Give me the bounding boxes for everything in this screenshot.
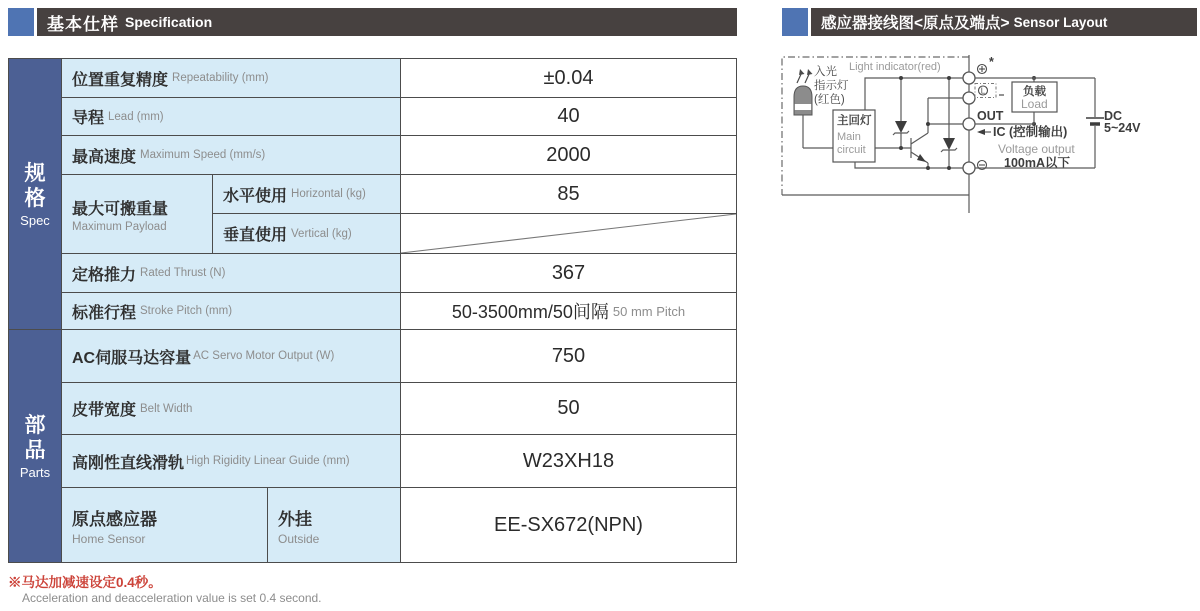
row-linear-guide-label: [62, 435, 401, 488]
l-terminal-icon: [975, 84, 1004, 98]
left-header-bar: [37, 8, 737, 36]
label-en: Horizontal (kg): [291, 188, 366, 200]
label-en: AC Servo Motor Output (W): [193, 350, 335, 362]
label-en: Outside: [278, 531, 320, 546]
wiring-diagram-svg: [775, 50, 1200, 220]
zener-diode-right-icon: [941, 78, 957, 168]
led-label-zh-2: 指示灯: [814, 80, 849, 92]
row-belt-width-label: [62, 383, 401, 435]
row-home-sensor-mount-label: [268, 488, 401, 563]
label-zh: 标准行程: [72, 304, 137, 322]
section-spec-en: Spec: [20, 212, 50, 228]
right-header-bar: [811, 8, 1197, 36]
dc-label-2: 5~24V: [1104, 121, 1141, 135]
row-rated-thrust-value: 367: [401, 254, 737, 293]
load-box: [1012, 82, 1057, 112]
footnote-en: Acceleration and deacceleration value is set 0.4 second.: [22, 591, 322, 605]
label-zh: 水平使用: [223, 187, 288, 205]
label-zh: 皮带宽度: [72, 402, 137, 419]
main-circuit-box: [833, 110, 875, 162]
label-zh: 最高速度: [72, 148, 137, 166]
row-rated-thrust-label: [62, 254, 401, 293]
row-payload-vertical-label: [213, 214, 401, 254]
label-en: High Rigidity Linear Guide (mm): [186, 455, 350, 467]
left-header-accent-square: [8, 8, 34, 36]
main-circuit-en-2: circuit: [837, 144, 866, 156]
led-label-zh-3: (红色): [814, 94, 845, 106]
terminal-minus: [963, 162, 975, 174]
load-en: Load: [1021, 97, 1048, 111]
row-max-speed-label: [62, 136, 401, 175]
label-zh: 垂直使用: [223, 227, 288, 244]
incoming-light-arrows-icon: [797, 69, 813, 83]
load-zh: 负载: [1023, 86, 1046, 98]
label-zh: AC伺服马达容量: [72, 349, 192, 367]
row-belt-width-value: 50: [401, 383, 737, 435]
row-stroke-pitch-label: [62, 293, 401, 330]
label-en: Repeatability (mm): [172, 72, 269, 84]
row-home-sensor-label: [62, 488, 268, 563]
row-repeatability-value: ±0.04: [401, 59, 737, 98]
row-linear-guide-value: W23XH18: [401, 435, 737, 488]
value-suffix: 50 mm Pitch: [612, 303, 686, 319]
row-max-payload-label: [62, 175, 213, 254]
row-lead-label: [62, 98, 401, 136]
right-header-title-en: Sensor Layout: [1013, 14, 1108, 30]
row-payload-horizontal-label: [213, 175, 401, 214]
terminal-out: [963, 118, 975, 130]
dc-label-1: DC: [1104, 109, 1123, 123]
label-en: Maximum Payload: [72, 220, 167, 233]
terminal-l: [963, 92, 975, 104]
row-servo-output-label: [62, 330, 401, 383]
terminal-star: *: [989, 55, 994, 69]
row-repeatability-label: [62, 59, 401, 98]
footnote-zh: ※马达加减速设定0.4秒。: [8, 575, 162, 590]
terminal-out-label: OUT: [977, 109, 1004, 123]
value-main: 50-3500mm/50间隔: [451, 302, 609, 322]
current-limit-label: 100mA以下: [1004, 156, 1070, 170]
label-en: Lead (mm): [108, 110, 164, 123]
row-lead-value: 40: [401, 98, 737, 136]
row-servo-output-value: 750: [401, 330, 737, 383]
label-zh: 高刚性直线滑轨: [72, 454, 185, 472]
label-zh: 导程: [72, 110, 105, 127]
section-spec-char2: 格: [24, 186, 46, 210]
transistor-icon: [911, 98, 928, 168]
label-zh: 外挂: [278, 509, 312, 529]
section-spec-char1: 规: [24, 161, 46, 185]
section-header-spec: [9, 59, 62, 330]
label-en: Home Sensor: [72, 531, 146, 546]
label-en: Belt Width: [140, 402, 193, 415]
ic-label: IC (控制输出): [993, 125, 1068, 139]
label-en: Maximum Speed (mm/s): [140, 149, 266, 161]
label-en: Vertical (kg): [291, 227, 352, 240]
label-zh: 最大可搬重量: [72, 200, 169, 218]
zener-diode-left-icon: [893, 78, 909, 148]
sensor-wiring-diagram: [775, 50, 1200, 220]
row-max-speed-value: 2000: [401, 136, 737, 175]
row-home-sensor-value: EE-SX672(NPN): [401, 488, 737, 563]
label-zh: 原点感应器: [72, 509, 157, 529]
na-diagonal-line: [401, 214, 736, 253]
label-zh: 定格推力: [72, 266, 137, 284]
terminal-plus: [963, 72, 975, 84]
section-parts-en: Parts: [19, 464, 51, 480]
row-payload-vertical-value-na: [401, 214, 737, 254]
voltage-output-label: Voltage output: [998, 142, 1075, 156]
section-parts-char1: 部: [24, 413, 46, 437]
specification-table: [8, 58, 737, 563]
right-header-title-zh: 感应器接线图<原点及端点>: [821, 15, 1010, 32]
main-circuit-zh: 主回灯: [837, 115, 872, 127]
row-stroke-pitch-value: [401, 293, 737, 330]
label-zh: 位置重复精度: [72, 71, 169, 89]
main-circuit-en-1: Main: [837, 131, 861, 143]
row-payload-horizontal-value: 85: [401, 175, 737, 214]
plus-terminal-icon: [978, 65, 987, 74]
led-label-zh-1: 入光: [814, 66, 837, 78]
right-header-accent-square: [782, 8, 808, 36]
label-en: Rated Thrust (N): [140, 267, 226, 279]
section-header-parts: [9, 330, 62, 563]
left-header-title-zh: 基本仕样: [47, 14, 119, 34]
battery-icon: [1086, 78, 1104, 168]
ic-output-annotation: [977, 124, 1075, 170]
label-en: Stroke Pitch (mm): [140, 305, 233, 317]
left-header-title-en: Specification: [125, 14, 213, 30]
section-parts-char2: 品: [24, 438, 46, 462]
terminal-l-letter: L: [980, 86, 986, 96]
light-indicator-label-en: Light indicator(red): [849, 61, 941, 73]
